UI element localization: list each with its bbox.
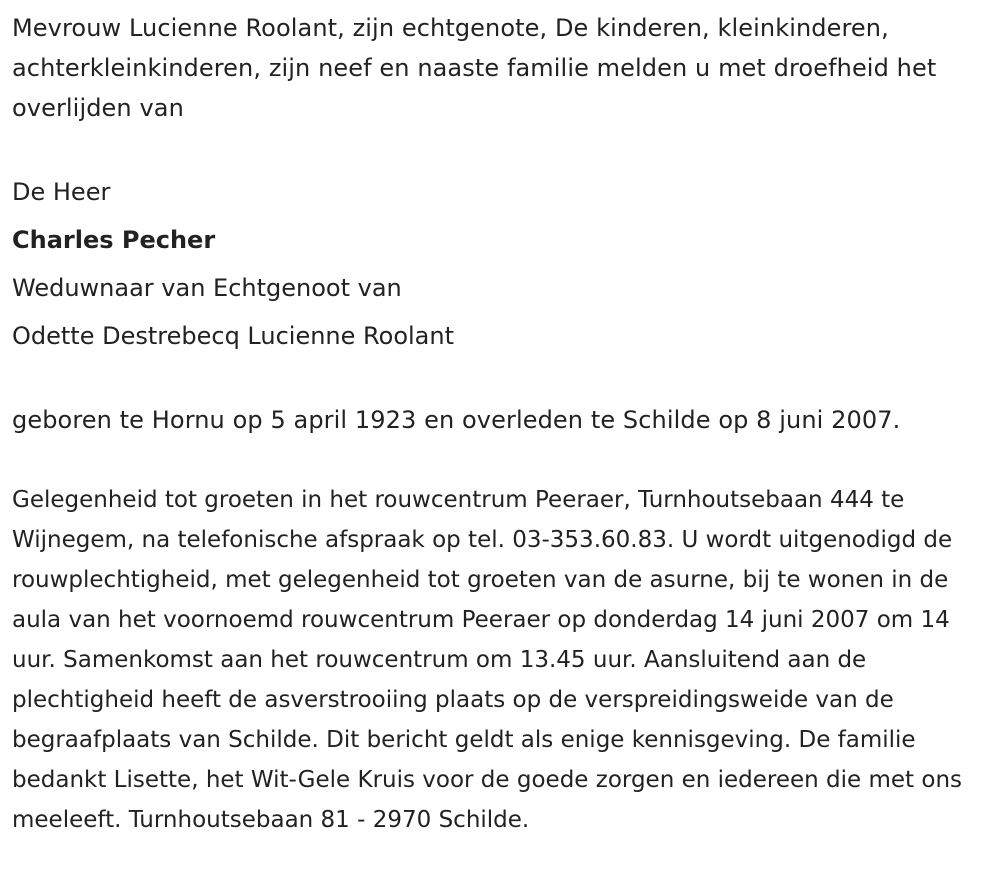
death-notice	[12, 8, 997, 840]
birth-death-line: geboren te Hornu op 5 april 1923 en overleden te Schilde op 8 juni 2007.	[12, 406, 901, 434]
spouses-line: Odette Destrebecq Lucienne Roolant	[12, 322, 454, 350]
spacer	[12, 360, 997, 400]
spacer	[12, 128, 997, 168]
spacer	[12, 440, 997, 480]
details-paragraph: Gelegenheid tot groeten in het rouwcentrum Peeraer, Turnhoutsebaan 444 te Wijnegem, na telefonische afspraak op tel. 03-353.60.83. U wordt uitgenodigd de rouwplechtigheid, met gelegenheid tot groeten van de asurne, bij te wonen in de aula van het voornoemd rouwcentrum Peeraer op donderdag 14 juni 2007 om 14 uur. Samenkomst aan het rouwcentrum om 13.45 uur. Aansluitend aan de plechtigheid heeft de asverstrooiing plaats op de verspreidingsweide van de begraafplaats van Schilde. Dit bericht geldt als enige kennisgeving. De familie bedankt Lisette, het Wit-Gele Kruis voor de goede zorgen en iedereen die met ons meeleeft. Turnhoutsebaan 81 - 2970 Schilde.	[12, 487, 963, 833]
salutation: De Heer	[12, 178, 111, 206]
intro-paragraph: Mevrouw Lucienne Roolant, zijn echtgenote, De kinderen, kleinkinderen, achterkleinkinderen, zijn neef en naaste familie melden u met droefheid het overlijden van	[12, 14, 937, 122]
relation-line: Weduwnaar van Echtgenoot van	[12, 274, 402, 302]
deceased-name: Charles Pecher	[12, 226, 216, 254]
